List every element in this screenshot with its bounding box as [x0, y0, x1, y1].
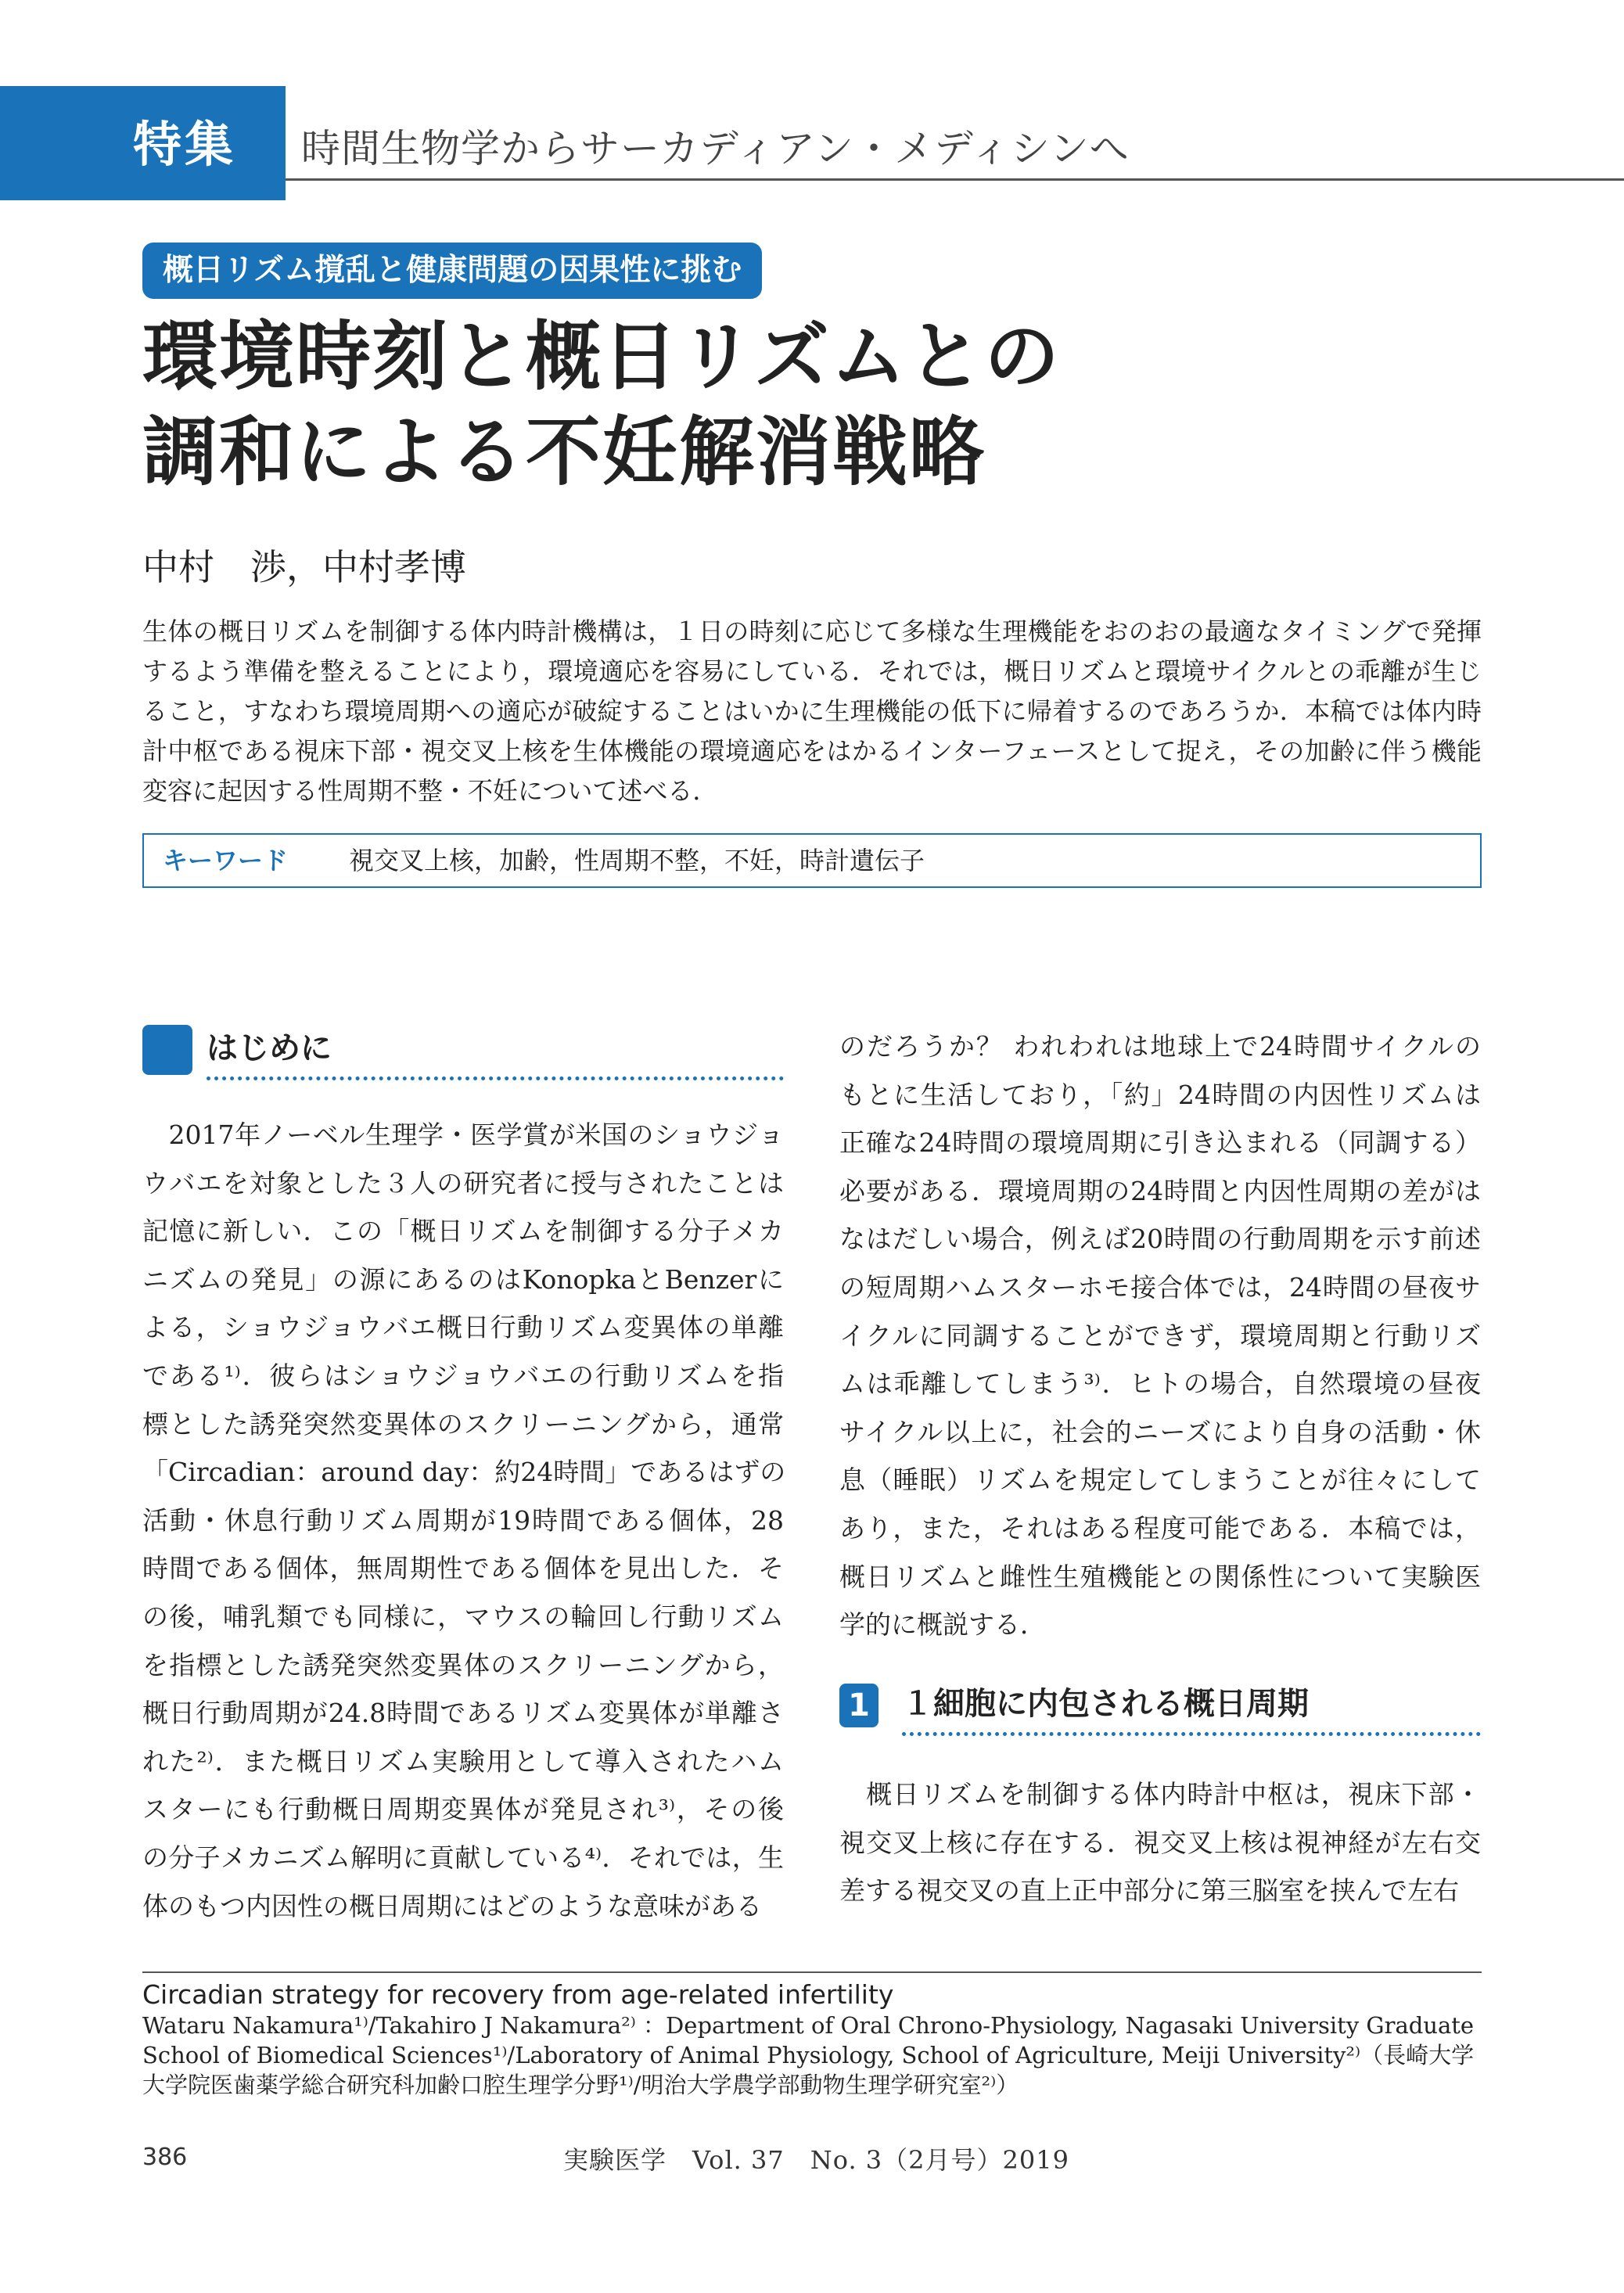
text-line: である¹⁾．彼らはショウジョウバエの行動リズムを指: [142, 1360, 784, 1391]
abstract: 生体の概日リズムを制御する体内時計機構は，１日の時刻に応じて多様な生理機能をおのおの最適なタイミングで発揮するよう準備を整えることにより，環境適応を容易にしている．それでは，概日リズムと環境サイクルとの乖離が生じること，すなわち環境周期への適応が破綻することはいかに生理機能の低下に帰着するのであろうか．本稿では体内時計中枢である視床下部・視交叉上核を生体機能の環境適応をはかるインターフェースとして捉え，その加齢に伴う機能変容に起因する性周期不整・不妊について述べる．: [142, 616, 1482, 806]
text-line: れた²⁾．また概日リズム実験用として導入されたハム: [142, 1745, 784, 1777]
text-line: 体のもつ内因性の概日周期にはどのような意味がある: [142, 1890, 762, 1921]
text-line: 正確な24時間の環境周期に引き込まれる（同調する）: [839, 1127, 1481, 1159]
affiliation-line: 大学院医歯薬学総合研究科加齢口腔生理学分野¹⁾/明治大学農学部動物生理学研究室²⁾）: [142, 2072, 1019, 2098]
series-tab-label: 特集: [133, 116, 237, 173]
section-title: はじめに: [207, 1030, 332, 1066]
affiliation-line: Wataru Nakamura¹⁾/Takahiro J Nakamura²⁾ ：Department of Oral Chrono-Physiology, Nagasaki University Graduate: [142, 2012, 1475, 2039]
english-title: Circadian strategy for recovery from age-related infertility: [142, 1979, 894, 2010]
text-line: 「Circadian：around day：約24時間」であるはずの: [142, 1457, 786, 1488]
text-line: 概日リズムと雌性生殖機能との関係性について実験医: [839, 1561, 1481, 1592]
section-1-paragraph: [839, 1770, 1481, 1915]
text-line: サイクル以上に，社会的ニーズにより自身の活動・休: [839, 1416, 1481, 1447]
text-line: 記憶に新しい．この「概日リズムを制御する分子メカ: [142, 1216, 784, 1247]
page-number: 386: [142, 2144, 188, 2171]
section-dotted-rule: [207, 1076, 784, 1080]
right-column-paragraph: [839, 1023, 1481, 1649]
text-line: もとに生活しており，「約」24時間の内因性リズムは: [839, 1079, 1481, 1110]
text-line: なはだしい場合，例えば20時間の行動周期を示す前述: [839, 1224, 1481, 1255]
text-line: 概日リズムを制御する体内時計中枢は，視床下部・: [839, 1779, 1481, 1810]
section-dotted-rule: [902, 1732, 1481, 1736]
text-line: のだろうか？ われわれは地球上で24時間サイクルの: [839, 1031, 1481, 1062]
affiliation-line: School of Biomedical Sciences¹⁾/Laboratory of Animal Physiology, School of Agriculture, Meiji University²⁾（長崎大学: [142, 2042, 1475, 2068]
keyword-values: 視交叉上核，加齢，性周期不整，不妊，時計遺伝子: [349, 846, 925, 875]
keyword-label: キーワード: [163, 846, 289, 875]
header-rule: [286, 178, 1624, 181]
author-affiliations: [142, 2011, 1482, 2100]
text-line: 学的に概説する．: [839, 1609, 1046, 1641]
author-list: 中村 渉，中村孝博: [142, 546, 466, 588]
text-line: イクルに同調することができず，環境周期と行動リズ: [839, 1320, 1481, 1351]
keyword-box: [142, 833, 1482, 888]
series-title: 時間生物学からサーカディアン・メディシンへ: [301, 126, 1130, 171]
text-line: 概日行動周期が24.8時間であるリズム変異体が単離さ: [142, 1698, 784, 1729]
text-line: 2017年ノーベル生理学・医学賞が米国のショウジョ: [142, 1120, 784, 1150]
text-line: あり，また，それはある程度可能である．本稿では，: [839, 1512, 1481, 1544]
text-line: 必要がある．環境周期の24時間と内因性周期の差がは: [839, 1175, 1481, 1206]
title-line-1: 環境時刻と概日リズムとの: [142, 313, 1062, 401]
journal-info: 実験医学 Vol. 37 No. 3（2月号）2019: [563, 2145, 1069, 2175]
text-line: 息（睡眠）リズムを規定してしまうことが往々にして: [839, 1465, 1481, 1496]
intro-paragraph: [142, 1111, 784, 1930]
section-number-marker: 1: [839, 1684, 878, 1727]
section-title: １細胞に内包される概日周期: [902, 1686, 1309, 1722]
text-line: ニズムの発見」の源にあるのはKonopkaとBenzerに: [142, 1263, 784, 1295]
text-line: 時間である個体，無周期性である個体を見出した．そ: [142, 1553, 784, 1584]
text-line: の短周期ハムスターホモ接合体では，24時間の昼夜サ: [839, 1271, 1481, 1303]
article-title: [142, 309, 1472, 500]
text-line: スターにも行動概日周期変異体が発見され³⁾，その後: [142, 1794, 784, 1825]
section-heading-1: [839, 1680, 1481, 1732]
text-line: の後，哺乳類でも同様に，マウスの輪回し行動リズム: [142, 1601, 784, 1632]
text-line: の分子メカニズム解明に貢献している⁴⁾．それでは，生: [142, 1842, 784, 1873]
text-line: 標とした誘発突然変異体のスクリーニングから，通常: [142, 1408, 784, 1439]
text-line: ウバエを対象とした３人の研究者に授与されたことは: [142, 1167, 784, 1199]
text-line: 差する視交叉の直上正中部分に第三脳室を挟んで左右: [839, 1875, 1459, 1907]
text-line: 活動・休息行動リズム周期が19時間である個体，28: [142, 1504, 784, 1536]
section-marker-icon: [142, 1025, 192, 1075]
title-line-2: 調和による不妊解消戦略: [142, 408, 986, 496]
text-line: 視交叉上核に存在する．視交叉上核は視神経が左右交: [839, 1827, 1481, 1858]
section-heading-intro: [142, 1025, 784, 1076]
text-line: ムは乖離してしまう³⁾．ヒトの場合，自然環境の昼夜: [839, 1368, 1481, 1400]
article-subtitle: 概日リズム撹乱と健康問題の因果性に挑む: [142, 243, 762, 299]
text-line: を指標とした誘発突然変異体のスクリーニングから，: [142, 1649, 784, 1680]
text-line: よる，ショウジョウバエ概日行動リズム変異体の単離: [142, 1312, 784, 1343]
footer-rule: [142, 1971, 1482, 1973]
